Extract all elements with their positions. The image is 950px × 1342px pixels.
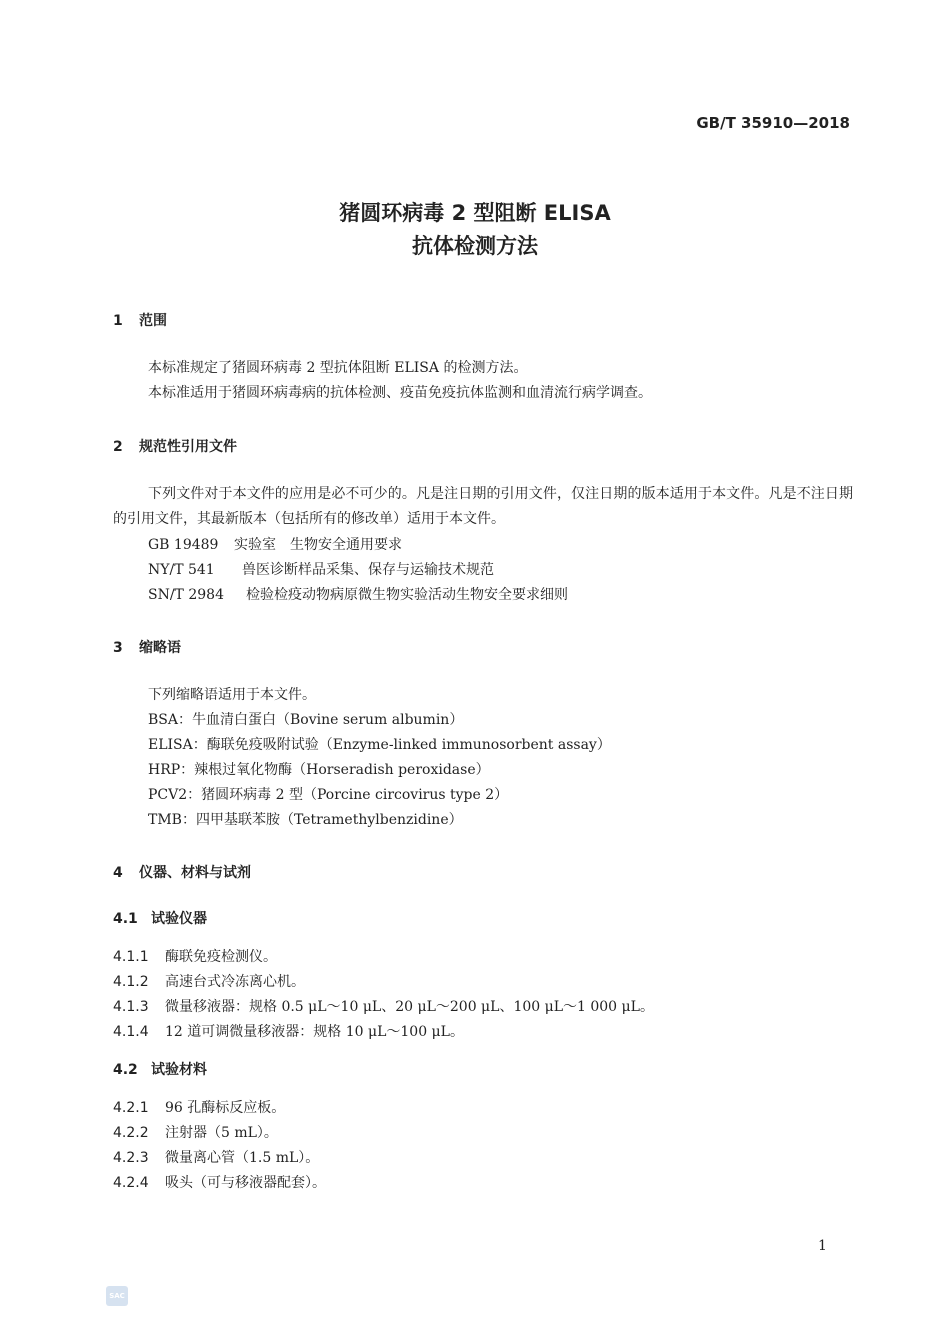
reference-title: 检验检疫动物病原微生物实验活动生物安全要求细则 [246,587,568,603]
normative-reference [148,558,494,583]
section-3-heading [113,637,181,657]
section-1-heading [113,310,167,330]
abbreviation-item: HRP：辣根过氧化物酶（Horseradish peroxidase） [148,762,490,778]
list-item [113,1172,326,1192]
subsection-4-2-heading [113,1059,207,1079]
reference-code: GB 19489 [148,537,219,553]
list-item [113,971,305,991]
section-1-paragraph-2: 本标准适用于猪圆环病毒病的抗体检测、疫苗免疫抗体监测和血清流行病学调查。 [148,385,652,401]
list-item [113,1122,278,1142]
item-number: 4.2.3 [113,1150,149,1166]
abbreviation-item: PCV2：猪圆环病毒 2 型（Porcine circovirus type 2） [148,787,509,803]
sac-logo-icon: SAC [106,1286,128,1306]
reference-title: 兽医诊断样品采集、保存与运输技术规范 [242,562,494,578]
item-text: 微量离心管（1.5 mL）。 [165,1150,320,1166]
subsection-title: 试验材料 [151,1062,207,1078]
page-number: 1 [818,1238,827,1254]
section-title: 缩略语 [139,640,181,656]
item-text: 注射器（5 mL）。 [165,1125,278,1141]
list-item [113,1097,285,1117]
document-title-line2: 抗体检测方法 [412,234,538,258]
abbreviation-item: TMB：四甲基联苯胺（Tetramethylbenzidine） [148,812,463,828]
normative-reference [148,583,568,608]
item-text: 吸头（可与移液器配套）。 [165,1175,326,1191]
section-2-heading [113,436,237,456]
item-text: 酶联免疫检测仪。 [165,949,277,965]
section-number: 1 [113,313,123,329]
subsection-title: 试验仪器 [151,911,207,927]
abbreviation-item: BSA：牛血清白蛋白（Bovine serum albumin） [148,712,464,728]
section-1-paragraph-1: 本标准规定了猪圆环病毒 2 型抗体阻断 ELISA 的检测方法。 [148,360,528,376]
reference-code: NY/T 541 [148,562,215,578]
section-number: 2 [113,439,123,455]
list-item [113,1021,464,1041]
section-3-intro: 下列缩略语适用于本文件。 [148,687,316,703]
item-number: 4.2.2 [113,1125,149,1141]
reference-title: 实验室 生物安全通用要求 [234,537,402,553]
section-title: 范围 [139,313,167,329]
section-number: 3 [113,640,123,656]
item-number: 4.1.1 [113,949,149,965]
subsection-number: 4.2 [113,1062,138,1078]
standard-number: GB/T 35910—2018 [696,114,850,132]
reference-code: SN/T 2984 [148,587,224,603]
section-4-heading [113,862,251,882]
normative-reference [148,533,402,558]
item-number: 4.1.3 [113,999,149,1015]
list-item [113,996,654,1016]
item-text: 96 孔酶标反应板。 [165,1100,286,1116]
subsection-number: 4.1 [113,911,138,927]
document-title-line1: 猪圆环病毒 2 型阻断 ELISA [339,201,611,225]
list-item [113,946,277,966]
item-number: 4.2.1 [113,1100,149,1116]
item-number: 4.1.4 [113,1024,149,1040]
abbreviation-item: ELISA：酶联免疫吸附试验（Enzyme-linked immunosorbent assay） [148,737,611,753]
section-title: 规范性引用文件 [139,439,237,455]
item-text: 高速台式冷冻离心机。 [165,974,305,990]
item-number: 4.2.4 [113,1175,149,1191]
section-title: 仪器、材料与试剂 [139,865,251,881]
section-number: 4 [113,865,123,881]
item-text: 12 道可调微量移液器：规格 10 μL～100 μL。 [165,1024,464,1040]
section-2-intro: 下列文件对于本文件的应用是必不可少的。凡是注日期的引用文件，仅注日期的版本适用于本文件。凡是不注日期的引用文件，其最新版本（包括所有的修改单）适用于本文件。 [113,486,853,527]
subsection-4-1-heading [113,908,207,928]
item-text: 微量移液器：规格 0.5 μL～10 μL、20 μL～200 μL、100 μL～1 000 μL。 [165,999,654,1015]
list-item [113,1147,319,1167]
item-number: 4.1.2 [113,974,149,990]
